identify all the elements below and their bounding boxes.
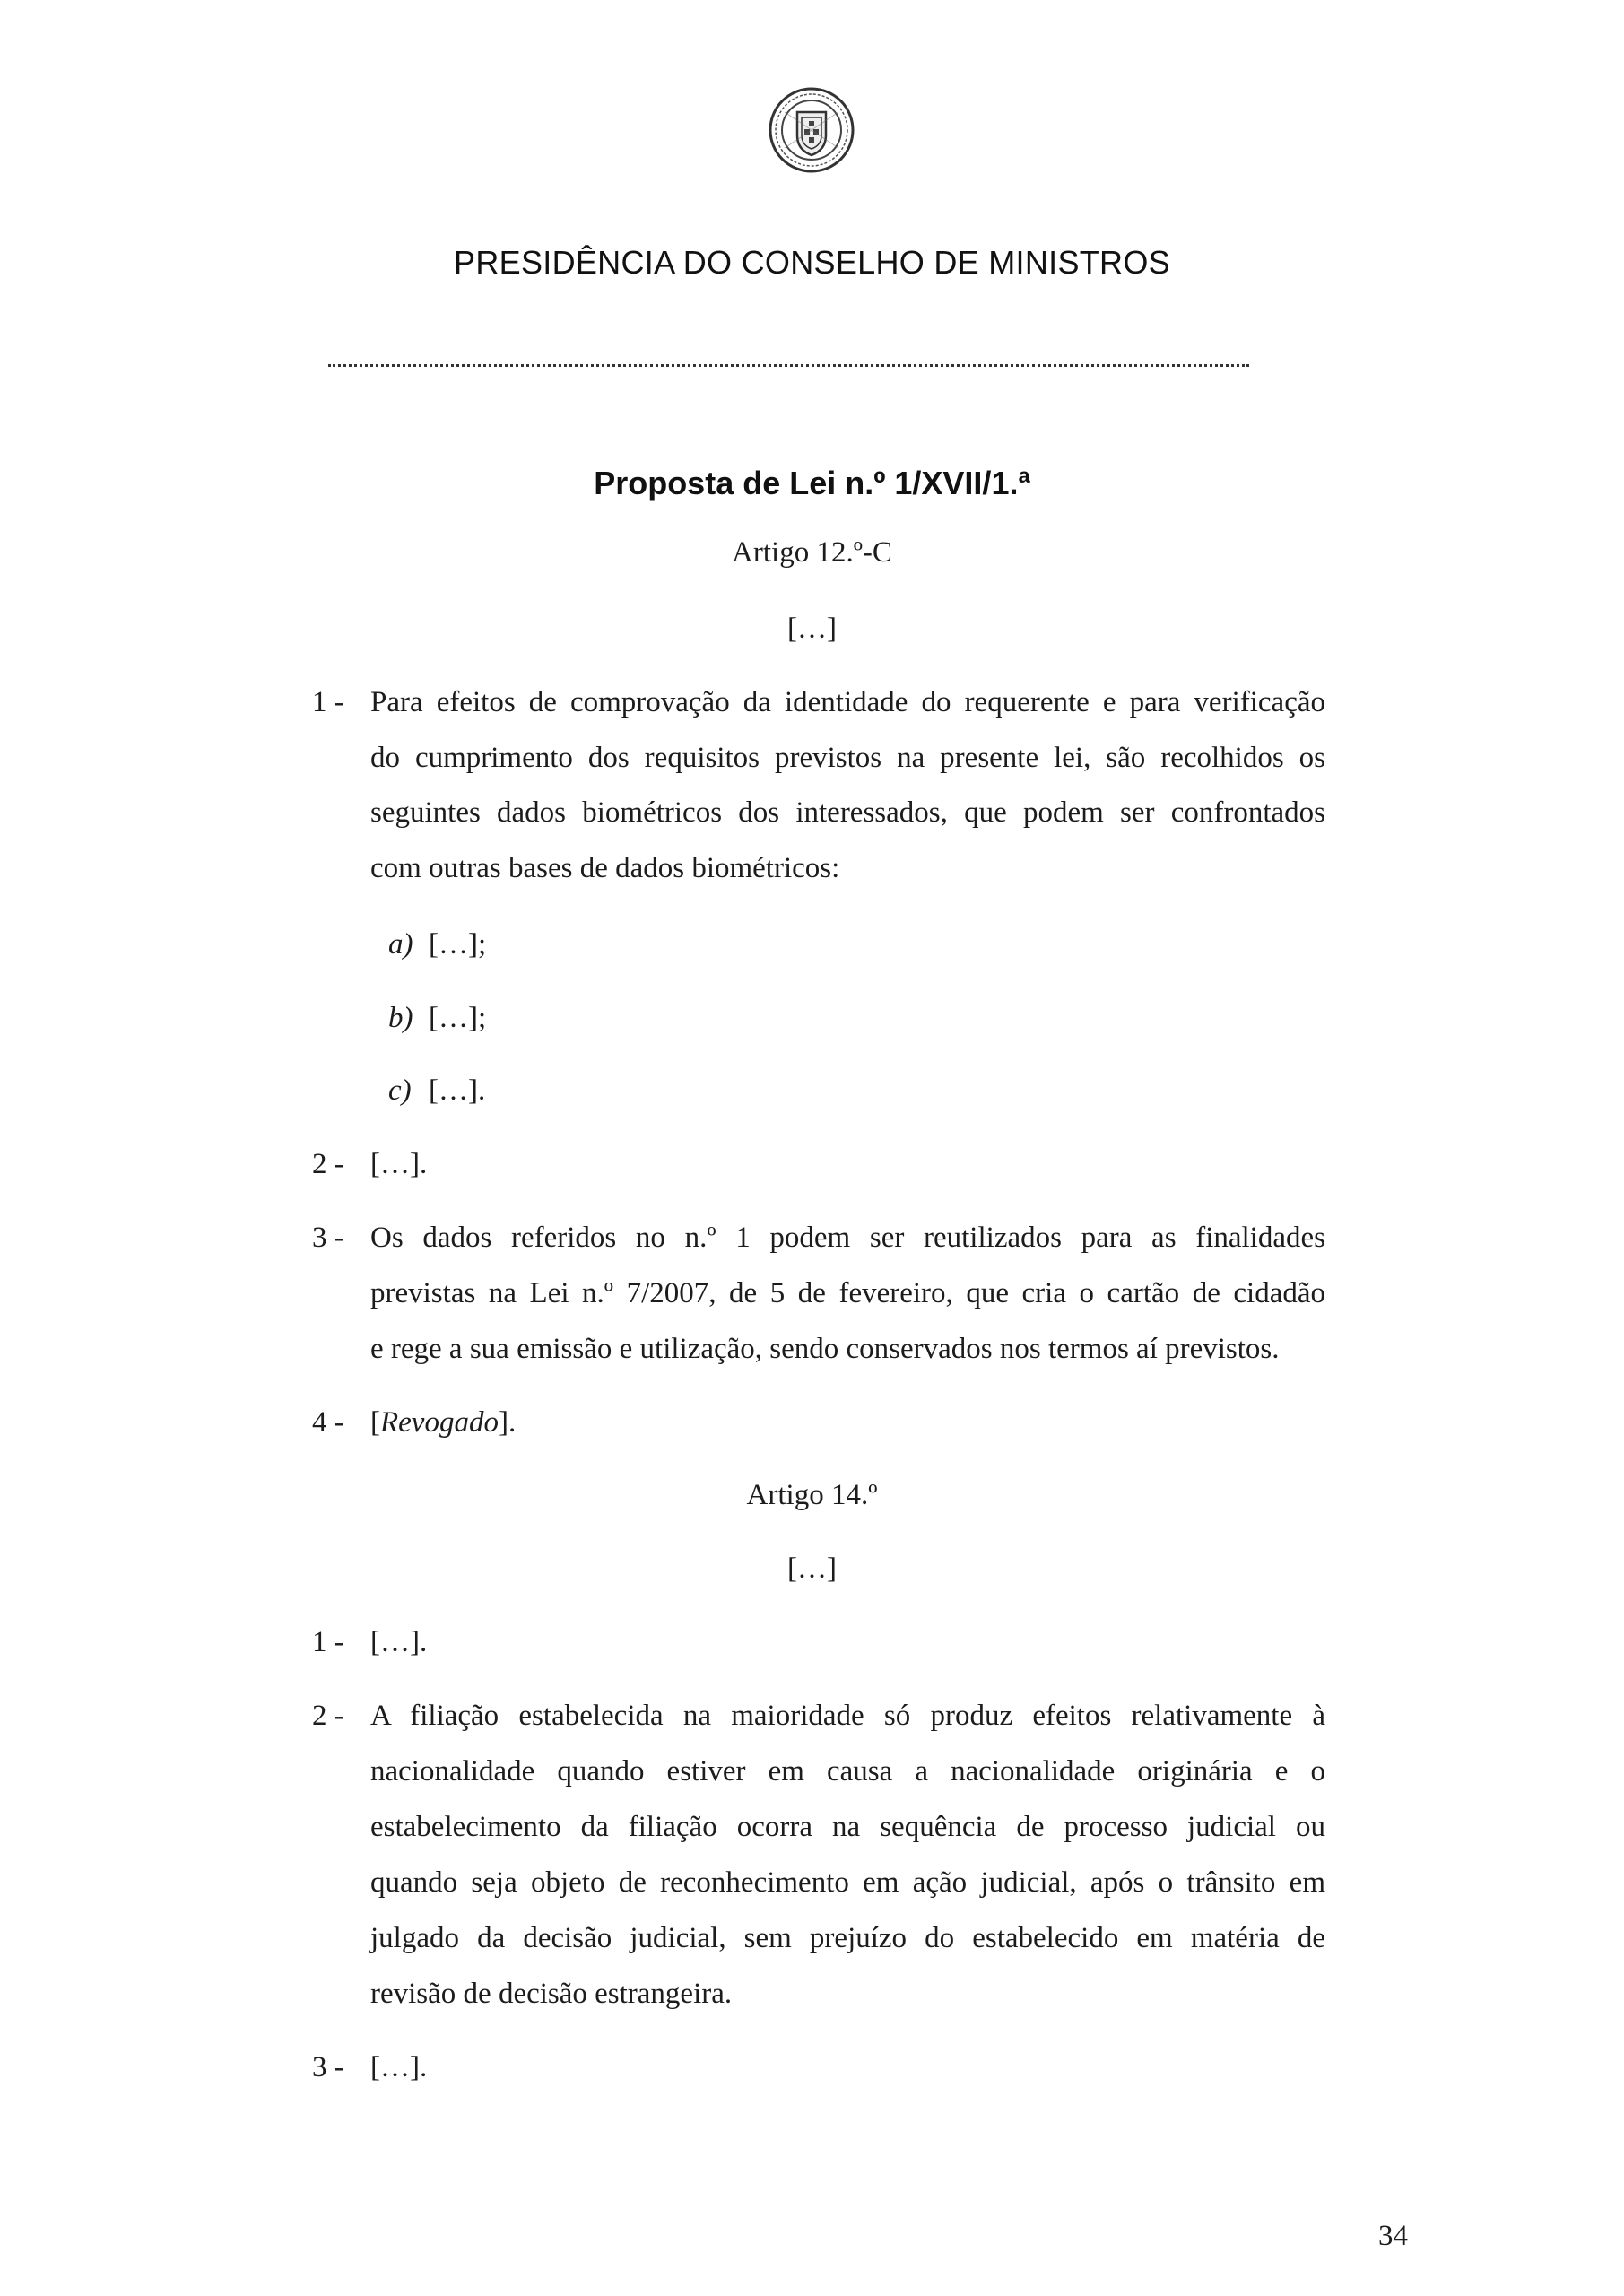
dotted-separator xyxy=(328,364,1249,370)
ministry-header: PRESIDÊNCIA DO CONSELHO DE MINISTROS xyxy=(454,244,1170,281)
paragraph-number: 1 - xyxy=(312,686,344,718)
paragraph-line: do cumprimento dos requisitos previstos na presente lei, são recolhidos os xyxy=(370,742,1325,774)
paragraph-number: 2 - xyxy=(312,1148,344,1180)
paragraph-line: revisão de decisão estrangeira. xyxy=(370,1978,733,2010)
bracket-open: [ xyxy=(370,1406,380,1439)
paragraph-line: quando seja objeto de reconhecimento em ação judicial, após o trânsito em xyxy=(370,1866,1325,1899)
paragraph-line: […]. xyxy=(370,1626,428,1658)
item-label: a) xyxy=(388,928,413,961)
revoked-paragraph xyxy=(370,1406,516,1439)
paragraph-number: 3 - xyxy=(312,2051,344,2083)
paragraph-number: 1 - xyxy=(312,1626,344,1658)
paragraph-line: […]. xyxy=(370,1148,428,1180)
paragraph-line: seguintes dados biométricos dos interessados, que podem ser confrontados xyxy=(370,796,1325,829)
item-label: c) xyxy=(388,1074,412,1107)
paragraph-number: 3 - xyxy=(312,1222,344,1254)
item-text: […]. xyxy=(429,1074,486,1107)
portuguese-coat-of-arms-icon xyxy=(767,85,856,175)
paragraph-line: estabelecimento da filiação ocorra na sequência de processo judicial ou xyxy=(370,1811,1325,1843)
paragraph-line: A filiação estabelecida na maioridade só produz efeitos relativamente à xyxy=(370,1700,1325,1732)
paragraph-line: Os dados referidos no n.º 1 podem ser reutilizados para as finalidades xyxy=(370,1222,1325,1254)
paragraph-number: 4 - xyxy=(312,1406,344,1439)
paragraph-line: com outras bases de dados biométricos: xyxy=(370,852,840,884)
item-text: […]; xyxy=(429,928,487,961)
revoked-label: Revogado xyxy=(380,1406,499,1439)
article-14-epigraph: […] xyxy=(787,1552,837,1585)
paragraph-line: nacionalidade quando estiver em causa a nacionalidade originária e o xyxy=(370,1755,1325,1787)
paragraph-line: Para efeitos de comprovação da identidade do requerente e para verificação xyxy=(370,686,1325,718)
paragraph-line: previstas na Lei n.º 7/2007, de 5 de fevereiro, que cria o cartão de cidadão xyxy=(370,1277,1325,1309)
item-label: b) xyxy=(388,1002,413,1034)
article-14-heading: Artigo 14.º xyxy=(746,1479,878,1511)
article-12c-heading: Artigo 12.º-C xyxy=(732,536,892,569)
document-title: Proposta de Lei n.º 1/XVII/1.ª xyxy=(594,465,1030,501)
paragraph-number: 2 - xyxy=(312,1700,344,1732)
paragraph-line: julgado da decisão judicial, sem prejuízo do estabelecido em matéria de xyxy=(370,1922,1325,1954)
paragraph-line: e rege a sua emissão e utilização, sendo conservados nos termos aí previstos. xyxy=(370,1333,1280,1365)
bracket-close: ]. xyxy=(498,1406,517,1439)
paragraph-line: […]. xyxy=(370,2051,428,2083)
article-12c-epigraph: […] xyxy=(787,613,837,645)
page-number: 34 xyxy=(1378,2220,1408,2252)
item-text: […]; xyxy=(429,1002,487,1034)
